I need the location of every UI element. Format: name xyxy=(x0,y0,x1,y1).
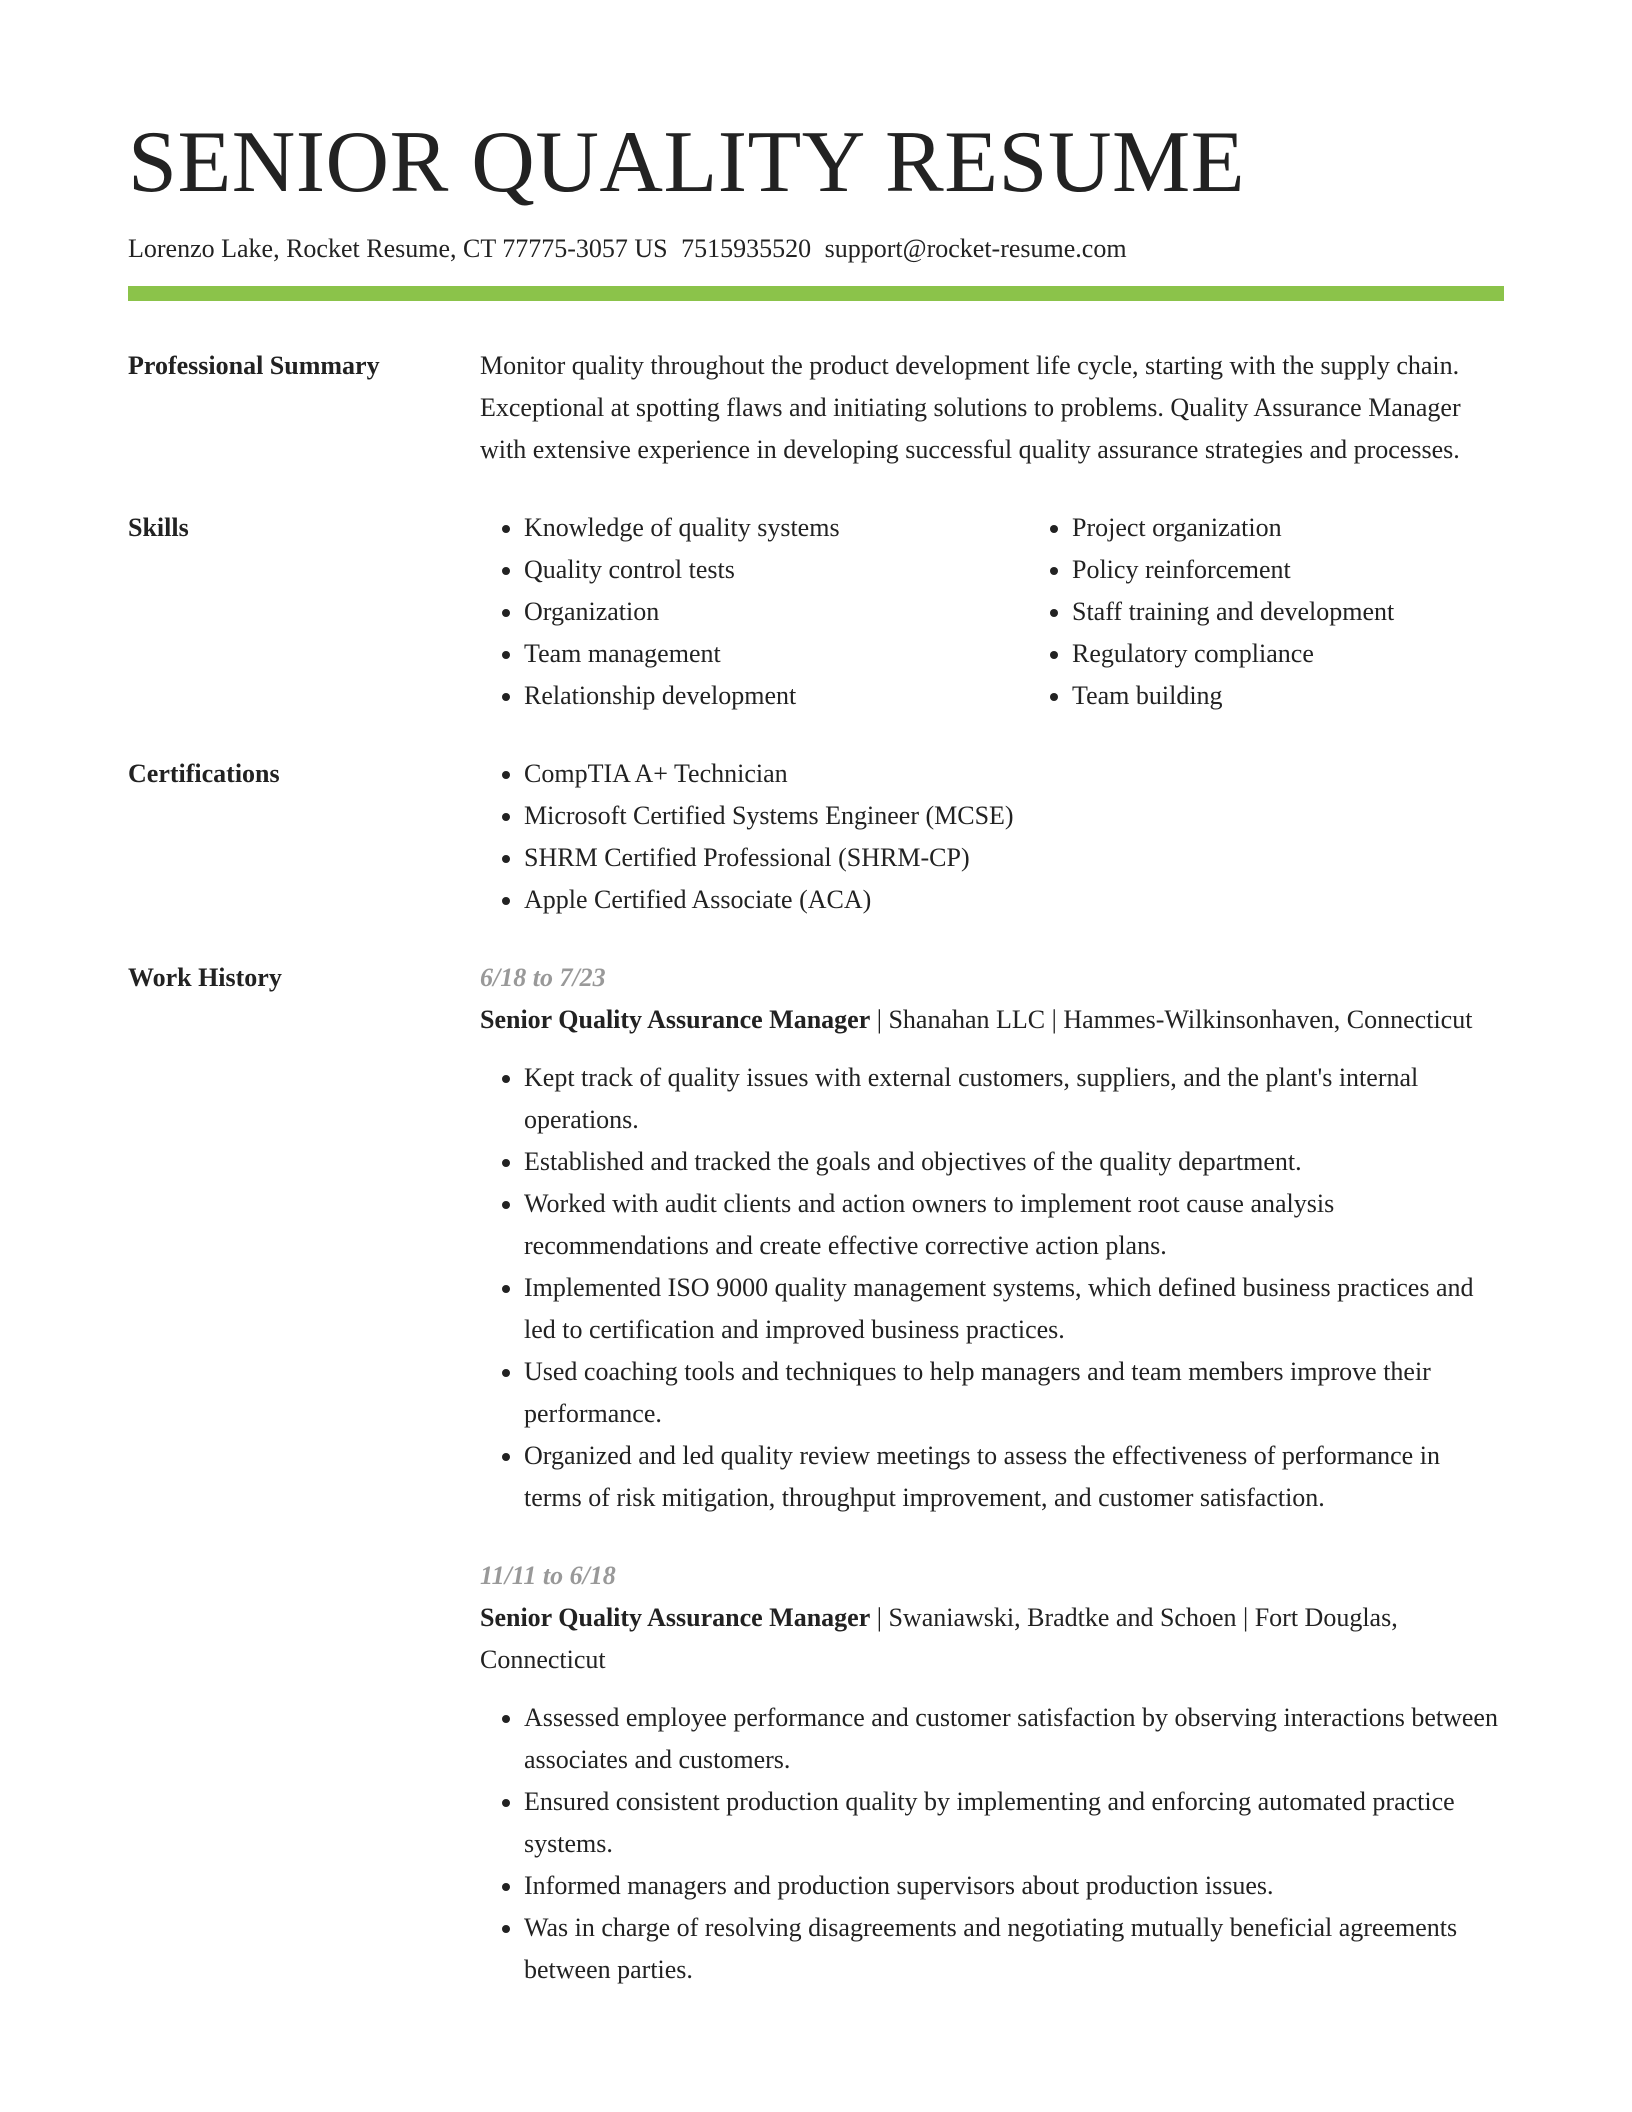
certifications-heading: Certifications xyxy=(128,759,280,788)
summary-section xyxy=(128,345,1504,471)
skill-item: • Organization xyxy=(524,591,1028,633)
job-entry xyxy=(480,1555,1504,1991)
job-title-line xyxy=(480,999,1504,1041)
job-duty: • Organized and led quality review meetings to assess the effectiveness of performance in terms of risk mitigation, throughput improvement, and customer satisfaction. xyxy=(524,1435,1504,1519)
certification-item: • Apple Certified Associate (ACA) xyxy=(524,879,1504,921)
job-duty: • Informed managers and production supervisors about production issues. xyxy=(524,1865,1504,1907)
skills-heading: Skills xyxy=(128,513,189,542)
summary-text: Monitor quality throughout the product development life cycle, starting with the supply chain. Exceptional at spotting flaws and initiating solutions to problems. Quality Assurance Manager with extensive experience in developing successful quality assurance strategies and processes. xyxy=(480,351,1461,464)
contact-address: Lorenzo Lake, Rocket Resume, CT 77775-3057 US xyxy=(128,234,668,263)
certifications-section xyxy=(128,753,1504,921)
job-role: Senior Quality Assurance Manager xyxy=(480,1005,871,1034)
job-details: | Shanahan LLC | Hammes-Wilkinsonhaven, Connecticut xyxy=(870,1005,1473,1034)
skill-item: • Relationship development xyxy=(524,675,1028,717)
accent-divider xyxy=(128,286,1504,301)
job-duties-list xyxy=(480,1057,1504,1519)
summary-heading: Professional Summary xyxy=(128,351,380,380)
work-history-heading: Work History xyxy=(128,963,282,992)
certification-item: • SHRM Certified Professional (SHRM-CP) xyxy=(524,837,1504,879)
skill-item: • Project organization xyxy=(1072,507,1504,549)
skills-section xyxy=(128,507,1504,717)
work-history-body xyxy=(480,957,1504,1991)
job-duty: • Kept track of quality issues with external customers, suppliers, and the plant's internal operations. xyxy=(524,1057,1504,1141)
job-entry xyxy=(480,957,1504,1519)
certifications-body xyxy=(480,753,1504,921)
job-details: | Swaniawski, Bradtke and Schoen | Fort Douglas, Connecticut xyxy=(480,1603,1398,1674)
work-history-section xyxy=(128,957,1504,1991)
job-dates: 11/11 to 6/18 xyxy=(480,1561,616,1590)
skill-item: • Policy reinforcement xyxy=(1072,549,1504,591)
contact-email: support@rocket-resume.com xyxy=(824,234,1127,263)
skill-item: • Team building xyxy=(1072,675,1504,717)
resume-sections xyxy=(128,345,1504,1991)
skill-item: • Quality control tests xyxy=(524,549,1028,591)
skills-list-left xyxy=(480,507,1028,717)
job-header xyxy=(480,957,1504,1041)
job-duty: • Assessed employee performance and customer satisfaction by observing interactions between associates and customers. xyxy=(524,1697,1504,1781)
resume-title: SENIOR QUALITY RESUME xyxy=(128,114,1245,211)
contact-line xyxy=(128,232,1504,266)
skill-item: • Staff training and development xyxy=(1072,591,1504,633)
skill-item: • Regulatory compliance xyxy=(1072,633,1504,675)
job-duties-list xyxy=(480,1697,1504,1991)
skill-item: • Knowledge of quality systems xyxy=(524,507,1028,549)
job-duty: • Used coaching tools and techniques to help managers and team members improve their performance. xyxy=(524,1351,1504,1435)
certifications-list xyxy=(480,753,1504,921)
job-duty: • Ensured consistent production quality by implementing and enforcing automated practice systems. xyxy=(524,1781,1504,1865)
job-duty: • Worked with audit clients and action owners to implement root cause analysis recommendations and create effective corrective action plans. xyxy=(524,1183,1504,1267)
job-role: Senior Quality Assurance Manager xyxy=(480,1603,871,1632)
certification-item: • Microsoft Certified Systems Engineer (MCSE) xyxy=(524,795,1504,837)
job-duty: • Was in charge of resolving disagreements and negotiating mutually beneficial agreements between parties. xyxy=(524,1907,1504,1991)
summary-body xyxy=(480,345,1504,471)
skill-item: • Team management xyxy=(524,633,1028,675)
job-dates: 6/18 to 7/23 xyxy=(480,963,606,992)
contact-phone: 7515935520 xyxy=(681,234,812,263)
skills-body xyxy=(480,507,1504,717)
skills-list-right xyxy=(1028,507,1504,717)
certification-item: • CompTIA A+ Technician xyxy=(524,753,1504,795)
job-duty: • Implemented ISO 9000 quality management systems, which defined business practices and led to certification and improved business practices. xyxy=(524,1267,1504,1351)
job-title-line xyxy=(480,1597,1504,1681)
job-duty: • Established and tracked the goals and objectives of the quality department. xyxy=(524,1141,1504,1183)
job-header xyxy=(480,1555,1504,1681)
